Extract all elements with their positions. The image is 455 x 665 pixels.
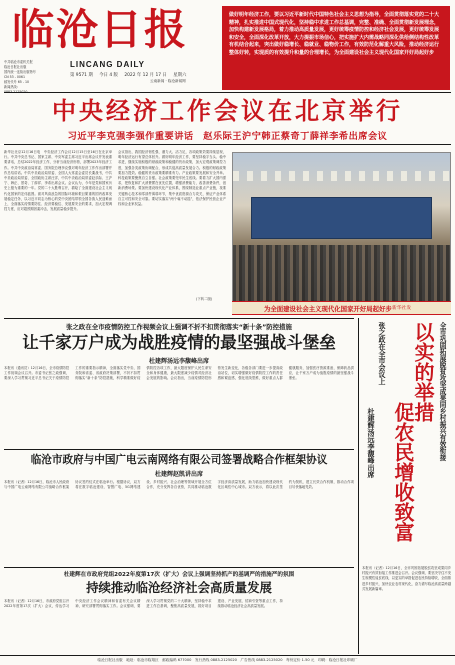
side-story-sub-2: 杜建辉汤远李馥峰出席 (367, 408, 375, 478)
page-footer: 临沧日报社出版 地址：临沧市临翔区 邮政编码 677000 发行热线 0883-2125020 广告热线 0883-2125020 每份定价 1.50 元 印刷：临沧日报社印刷厂 (0, 655, 455, 665)
lead-subheadline: 习近平李克强李强作重要讲话 赵乐际王沪宁韩正蔡奇丁薛祥李希出席会议 (67, 131, 388, 142)
side-story-body: 本报讯（记者）12月16日，全市巩固拓展脱贫攻坚成果同乡村振兴有效衔接工作推进会召开。会议强调，要坚决守住不发生规模性返贫底线，以更实的举措促进农民持续增收，全面推进乡村振兴，加快农业农村现代化，奋力谱写临沧高质量跨越式发展新篇章。 (362, 566, 451, 591)
masthead-title: 临沧日报 (12, 5, 189, 54)
publisher-line: 邮发代号 65 - 10 (4, 80, 30, 84)
masthead-english-title: LINCANG DAILY (70, 60, 145, 69)
photo-ceiling-lights (233, 171, 450, 181)
divider (4, 449, 354, 450)
divider (4, 144, 451, 145)
side-story-sub-1: 张之政在全市会议上 (378, 322, 386, 385)
story4-headline: 持续推动临沧经济社会高质量发展 (86, 580, 272, 595)
lead-story-column-2: 会议指出，我国经济韧性强、潜力大、活力足，各项政策效果持续显现，明年经济运行有望总体回升。做好明年经济工作，要坚持稳字当头、稳中求进，继续实施积极的财政政策和稳健的货币政策，加大宏观政策调控力度，加强各类政策协调配合，形成共促高质量发展合力。积极的财政政策要加力提效。稳健的货币政策要精准有力。产业政策要发展和安全并举。科技政策要聚焦自立自强。社会政策要兜牢民生底线。要着力扩大国内需求，把恢复和扩大消费摆在优先位置，增强消费能力，改善消费条件，创新消费场景。要加快建设现代化产业体系，围绕制造业重点产业链，找准关键核心技术和零部件薄弱环节，集中优质资源合力攻关，保证产业体系自主可控和安全可靠。要切实落实“两个毫不动摇”，依法保护民营企业产权和企业家权益。 (118, 150, 226, 207)
publisher-line: 临沧日报社出版 (4, 65, 27, 69)
story4-body: 本报讯（记者）12月16日，市政府党组召开2022年度第17次（扩大）会议，传达学习中央经济工作会议精神和省委有关会议精神，研究部署贯彻落实工作。会议强调，要深入学习贯彻党的二十大精神，坚持稳中求进工作总基调，聚焦高质量发展，抓好项目建设、产业发展、招商引资等重点工作，持续推动临沧经济社会高质量发展。 (4, 599, 283, 609)
slogan-banner-text: 为全面建设社会主义现代化国家开好局起好步 (264, 305, 392, 313)
conference-photo (232, 152, 451, 304)
story2-pre-headline: 张之政在全市疫情防控工作视频会议上强调不折不扣贯彻落实“新十条”防控措施 (66, 323, 292, 331)
masthead-website: 云南新闻 · 临沧新闻网 (150, 79, 186, 83)
side-story-headline-1: 以实的举措 (411, 322, 435, 422)
story2-headline: 让千家万户成为战胜疫情的最坚强战斗堡垒 (22, 333, 336, 352)
masthead-publisher-info (4, 60, 66, 95)
publisher-line: CN 53 - 0061 (4, 75, 25, 79)
divider (4, 318, 354, 319)
photo-audience (233, 245, 450, 303)
key-quote-box: 做好明年经济工作，要以习近平新时代中国特色社会主义思想为指导，全面贯彻落实党的二十大精神，扎实推进中国式现代化，坚持稳中求进工作总基调，完整、准确、全面贯彻新发展理念，加快构建新发展格局，着力推动高质量发展，更好统筹疫情防控和经济社会发展，更好统筹发展和安全，全面深化改革开放，大力提振市场信心，把实施扩大内需战略同深化供给侧结构性改革有机结合起来，突出做好稳增长、稳就业、稳物价工作，有效防范化解重大风险，推动经济运行整体好转，实现质的有效提升和量的合理增长，为全面建设社会主义现代化国家开好局起好步 (222, 6, 450, 90)
divider (4, 92, 451, 93)
story2-body: 本报讯（通讯员）12月16日，全市疫情防控工作视频会议召开。市委书记张之政强调，要深入学习贯彻习近平总书记关于疫情防控工作的重要指示精神，全面落实党中央、国务院和省委、省政府决策部署，不折不扣贯彻落实“新十条”防控措施，科学精准做好疫情防控各项工作，最大限度保护人民生命安全和身体健康，最大限度减少疫情对经济社会发展的影响。会议指出，当前疫情防控形势发生新变化，各级各部门要进一步提高政治站位，切实增强做好疫情防控工作的责任感和紧迫感，强化底线思维，做好重点人群健康服务，加强医疗资源准备，保障药品供应，让千家万户成为战胜疫情的最坚强战斗堡垒。 (4, 366, 354, 381)
issue-number: 第 9571 期 (70, 73, 93, 78)
issue-weekday: 星期六 (173, 73, 187, 78)
continued-note: (下转二版) (196, 297, 213, 301)
story3-headline: 临沧市政府与中国广电云南网络有限公司签署战略合作框架协议 (30, 454, 328, 466)
photo-stage (251, 197, 432, 239)
publisher-line: 中共临沧市委机关报 (4, 60, 33, 64)
story3-byline: 杜建辉赵凯讲出席 (154, 471, 203, 478)
slogan-banner-tag: 新华社发 (392, 306, 412, 311)
side-story-top-label: 全市巩固拓展脱贫攻坚成果同乡村振兴有效衔接 (438, 322, 446, 461)
publisher-line: 新闻热线: (4, 85, 18, 89)
divider (4, 567, 354, 568)
masthead-issue-info (70, 72, 191, 78)
page-count: 今日 4 版 (99, 73, 118, 78)
lead-headline: 中央经济工作会议在北京举行 (52, 96, 403, 125)
side-story-headline-2: 促农民增收致富 (391, 402, 415, 542)
story4-pre-headline: 杜建辉在市政府党组2022年度第17次（扩大）会议上强调坚持抓产的基调严的措施严的氛围 (63, 572, 295, 578)
story3-body: 本报讯（记者）12月16日，临沧市人民政府与中国广电云南网络有限公司战略合作框架协议签约仪式在临沧举行。根据协议，双方将在数字临沧建设、智慧广电、5G网络建设、乡村振兴、社会治理等领域开展全方位合作，充分发挥各自优势，共同推动临沧数字经济高质量发展，助力临沧加快建设现代化区域性中心城市。双方表示，将以此次签约为契机，建立长效合作机制，推动合作项目尽快落地见效。 (4, 480, 354, 490)
column-divider (358, 318, 359, 654)
publisher-line: 国内统一连续出版物号 (4, 70, 36, 74)
lead-story-column-1: 新华社北京12月16日电 中央经济工作会议12月15日至16日在北京举行。中共中央总书记、国家主席、中央军委主席习近平出席会议并发表重要讲话，总结2022年经济工作，分析当前经济形势，部署2023年经济工作。中共中央政治局常委、国务院总理李克强对明年经济工作作出部署并作总结讲话。中共中央政治局常委、全国人大常委会委员长栗战书，中共中央政治局常委、全国政协主席汪洋，中共中央政治局常委赵乐际、王沪宁、韩正、蔡奇、丁薛祥、李希出席会议。会议认为，今年是党和国家历史上极为重要的一年。党的二十大胜利召开，描绘了全面建设社会主义现代化国家的宏伟蓝图。面对风高浪急的国际环境和艰巨繁重的国内改革发展稳定任务，以习近平同志为核心的党中央团结带领全国各族人民迎难而上，全面落实疫情要防住、经济要稳住、发展要安全的要求，加大宏观调控力度，应对超预期因素冲击，发展质量稳步提升。 (4, 150, 112, 212)
issue-date: 2022 年 12 月 17 日 (124, 73, 167, 78)
story2-byline: 杜建辉汤远李馥峰出席 (148, 358, 209, 365)
